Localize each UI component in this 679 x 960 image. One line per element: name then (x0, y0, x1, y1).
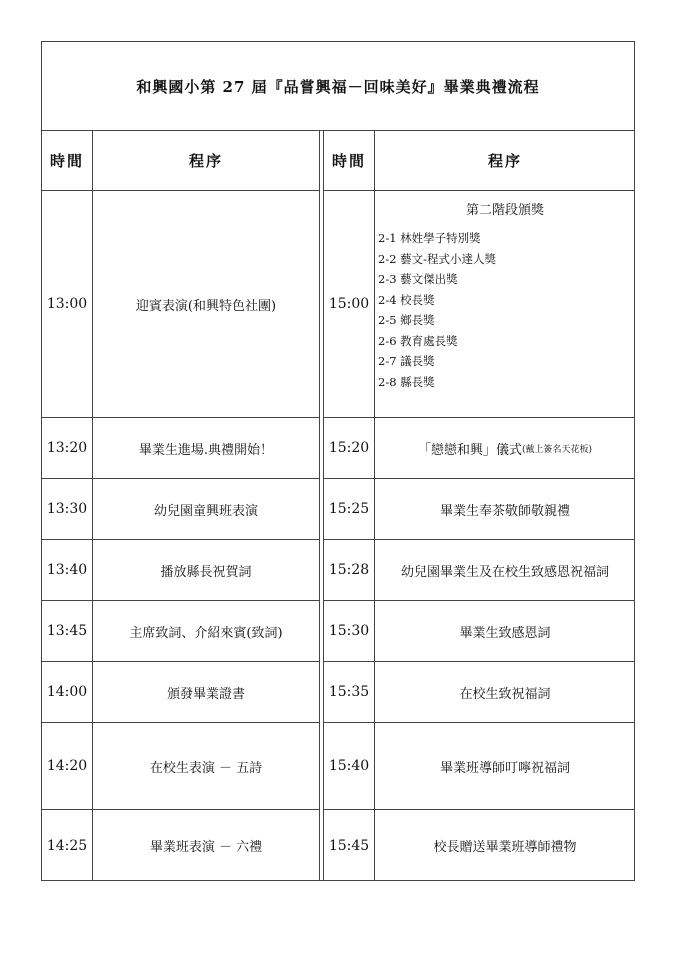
row-time: 15:25 (324, 479, 375, 539)
row-time: 15:00 (324, 191, 375, 417)
right-column (323, 130, 635, 881)
time-header: 時間 (42, 130, 93, 190)
table-row (42, 810, 319, 881)
table-row (324, 479, 635, 540)
header-row (324, 130, 635, 191)
row-program: 在校生致祝福詞 (459, 686, 551, 702)
table-row (324, 662, 635, 723)
table-row (42, 418, 319, 479)
row-time: 15:30 (324, 601, 375, 661)
award-item: 2-4 校長獎 (378, 292, 435, 307)
row-program: 播放縣長祝賀詞 (160, 564, 252, 580)
row-time: 15:45 (324, 810, 375, 881)
award-item: 2-3 藝文傑出獎 (378, 272, 458, 286)
row-time: 15:28 (324, 540, 375, 600)
row-program: 在校生表演 － 五詩 (149, 760, 263, 776)
page-title: 和興國小第 27 屆『品嘗興福－回味美好』畢業典禮流程 (42, 42, 634, 131)
row-program: 畢業班導師叮嚀祝福詞 (439, 760, 570, 776)
award-item: 2-6 教育處長獎 (378, 333, 458, 348)
row-program (375, 418, 635, 478)
table-row (324, 418, 635, 479)
row-time: 15:35 (324, 662, 375, 722)
program-header: 程序 (487, 151, 522, 170)
award-item: 2-5 鄉長獎 (378, 313, 435, 327)
row-program: 畢業生奉茶敬師敬親禮 (439, 503, 570, 519)
awards-list (375, 228, 635, 392)
row-program: 幼兒園童興班表演 (153, 503, 258, 519)
award-item: 2-1 林姓學子特別獎 (378, 231, 481, 245)
table-row (42, 191, 319, 418)
table-row (324, 810, 635, 881)
awards-block (375, 191, 635, 417)
row-program: 主席致詞、介紹來賓(致詞) (129, 625, 283, 641)
row-program: 校長贈送畢業班導師禮物 (433, 840, 577, 855)
row-program: 畢業班表演 － 六禮 (149, 840, 263, 855)
awards-row (324, 191, 635, 418)
row-time: 13:30 (42, 479, 93, 539)
table-row (42, 662, 319, 723)
program-text: 「戀戀和興」儀式 (417, 442, 522, 458)
table-row (42, 723, 319, 810)
award-item: 2-8 縣長獎 (378, 374, 435, 389)
row-time: 14:20 (42, 723, 93, 809)
table-row (324, 601, 635, 662)
table-row (42, 479, 319, 540)
row-time: 14:25 (42, 810, 93, 881)
schedule-table (41, 41, 635, 881)
time-header: 時間 (324, 130, 375, 190)
award-item: 2-2 藝文-程式小達人獎 (378, 251, 497, 266)
header-row (42, 130, 319, 191)
award-item: 2-7 議長獎 (378, 354, 435, 368)
row-program: 迎賓表演(和興特色社團) (135, 298, 277, 314)
row-time: 13:20 (42, 418, 93, 478)
row-time: 14:00 (42, 662, 93, 722)
row-program: 幼兒園畢業生及在校生致感恩祝福詞 (400, 564, 609, 580)
row-program: 畢業生致感恩詞 (459, 625, 551, 641)
table-row (42, 540, 319, 601)
row-time: 13:45 (42, 601, 93, 661)
program-header: 程序 (188, 151, 223, 170)
row-program: 畢業生進場.典禮開始！ (138, 442, 274, 458)
row-time: 15:40 (324, 723, 375, 809)
table-row (324, 540, 635, 601)
row-program: 頒發畢業證書 (166, 686, 245, 702)
row-time: 13:00 (42, 191, 93, 417)
row-time: 15:20 (324, 418, 375, 478)
left-column (42, 130, 320, 881)
program-note: (戴上簽名天花板) (521, 444, 593, 455)
table-row (42, 601, 319, 662)
table-row (324, 723, 635, 810)
row-time: 13:40 (42, 540, 93, 600)
awards-heading: 第二階段頒獎 (465, 203, 544, 218)
